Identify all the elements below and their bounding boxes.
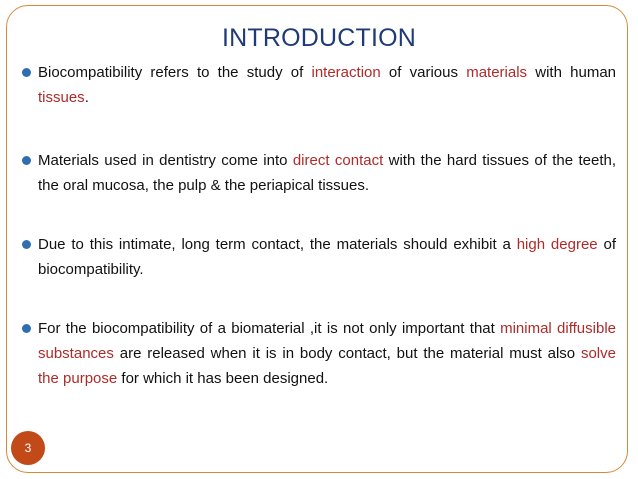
bullet-dot-icon xyxy=(22,240,31,249)
bullet-item xyxy=(20,316,616,391)
bullet-item xyxy=(20,60,616,110)
bullet-text: Due to this intimate, long term contact, the materials should exhibit a high degree of biocompatibility. xyxy=(38,236,616,278)
bullet-item xyxy=(20,232,616,282)
bullet-item xyxy=(20,148,616,198)
slide-title: INTRODUCTION xyxy=(221,24,417,52)
bullet-dot-icon xyxy=(22,68,31,77)
bullet-dot-icon xyxy=(22,156,31,165)
bullet-text: For the biocompatibility of a biomaterial ,it is not only important that minimal diffusible substances are released when it is in body contact, but the material must also solve the purpose for which it has been designed. xyxy=(38,320,616,387)
bullet-dot-icon xyxy=(22,324,31,333)
page-number-badge: 3 xyxy=(11,431,45,465)
bullet-text: Biocompatibility refers to the study of interaction of various materials with human tissues. xyxy=(38,64,617,106)
bullet-text: Materials used in dentistry come into direct contact with the hard tissues of the teeth, the oral mucosa, the pulp & the periapical tissues. xyxy=(38,152,616,194)
